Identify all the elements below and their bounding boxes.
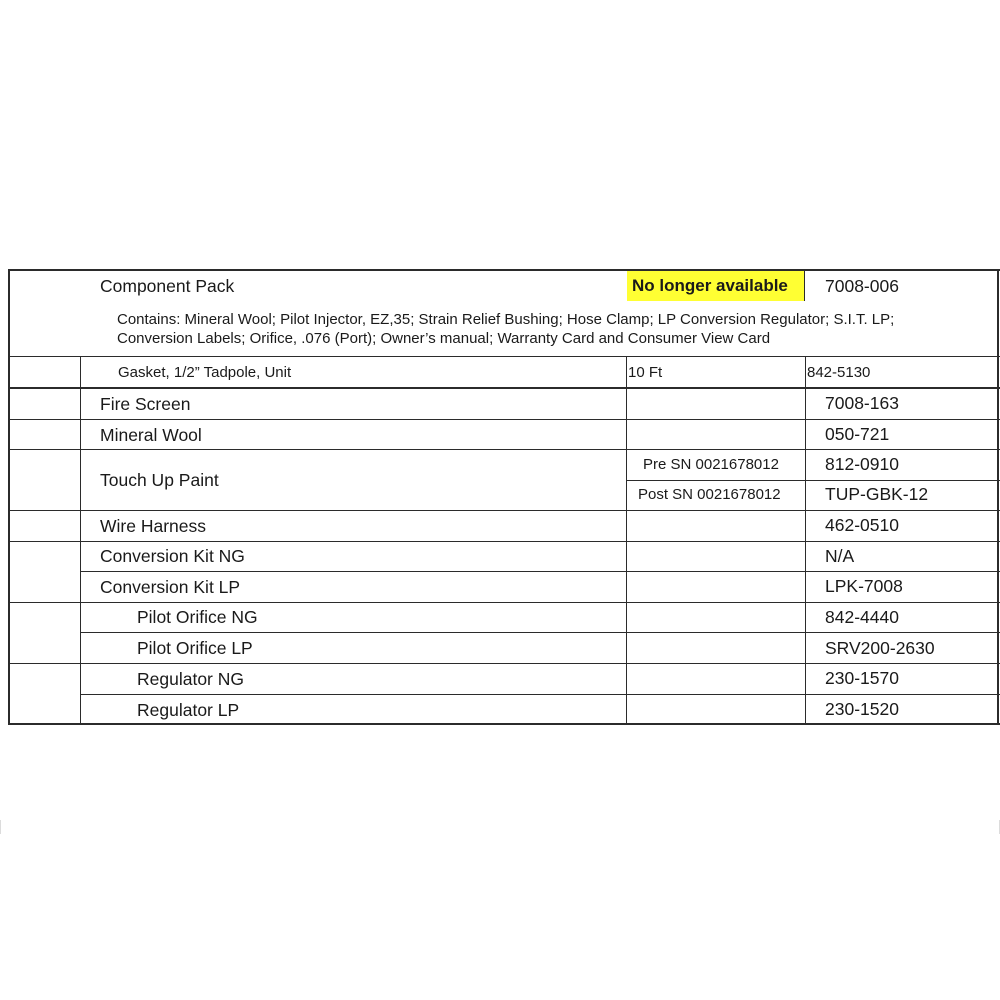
component-pack-contents-line1: Contains: Mineral Wool; Pilot Injector, EZ,35; Strain Relief Bushing; Hose Clamp; LP Conversion Regulator; S.I.T. LP; <box>117 311 895 328</box>
row-part-secondary: TUP-GBK-12 <box>825 484 929 504</box>
component-pack-name: Component Pack <box>100 276 235 296</box>
rule <box>8 269 1000 271</box>
availability-status: No longer available <box>632 276 788 295</box>
rule <box>8 356 1000 357</box>
row-desc: Conversion Kit NG <box>100 546 245 566</box>
rule <box>8 602 1000 603</box>
rule <box>80 694 1000 695</box>
rule <box>80 632 1000 633</box>
row-part: 812-0910 <box>825 454 899 474</box>
rule <box>626 356 627 725</box>
availability-highlight <box>627 271 804 301</box>
row-part: 050-721 <box>825 424 890 444</box>
row-desc: Regulator LP <box>137 700 240 720</box>
rule <box>8 510 1000 511</box>
row-part: 230-1570 <box>825 668 899 688</box>
page-edge-mark <box>0 820 1 834</box>
rule <box>8 663 1000 664</box>
row-part: 230-1520 <box>825 699 899 719</box>
row-desc: Fire Screen <box>100 394 191 414</box>
rule <box>8 269 10 725</box>
rule <box>8 449 1000 450</box>
rule <box>8 541 1000 542</box>
rule <box>80 356 81 725</box>
rule <box>805 356 806 725</box>
row-part: 462-0510 <box>825 515 899 535</box>
row-note-secondary: Post SN 0021678012 <box>638 486 781 503</box>
rule <box>627 480 1000 481</box>
rule <box>8 723 1000 725</box>
row-desc: Pilot Orifice LP <box>137 638 253 658</box>
rule <box>80 571 1000 572</box>
row-part: N/A <box>825 546 855 566</box>
row-desc: Wire Harness <box>100 516 206 536</box>
row-desc: Pilot Orifice NG <box>137 607 258 627</box>
rule <box>8 419 1000 420</box>
component-pack-part: 7008-006 <box>825 276 899 296</box>
row-desc: Mineral Wool <box>100 425 202 445</box>
row-part: 842-4440 <box>825 607 899 627</box>
row-part: LPK-7008 <box>825 576 903 596</box>
component-pack-contents-line2: Conversion Labels; Orifice, .076 (Port); Owner’s manual; Warranty Card and Consumer View Card <box>117 330 771 347</box>
row-desc: Touch Up Paint <box>100 470 219 490</box>
row-note: Pre SN 0021678012 <box>643 456 779 473</box>
rule <box>804 269 805 301</box>
row-part: 842-5130 <box>807 364 871 381</box>
rule <box>997 269 999 725</box>
rule <box>8 387 1000 389</box>
row-desc: Gasket, 1/2” Tadpole, Unit <box>118 364 292 381</box>
row-part: SRV200-2630 <box>825 638 935 658</box>
row-desc: Regulator NG <box>137 669 244 689</box>
row-note: 10 Ft <box>628 364 663 381</box>
row-desc: Conversion Kit LP <box>100 577 241 597</box>
row-part: 7008-163 <box>825 393 899 413</box>
